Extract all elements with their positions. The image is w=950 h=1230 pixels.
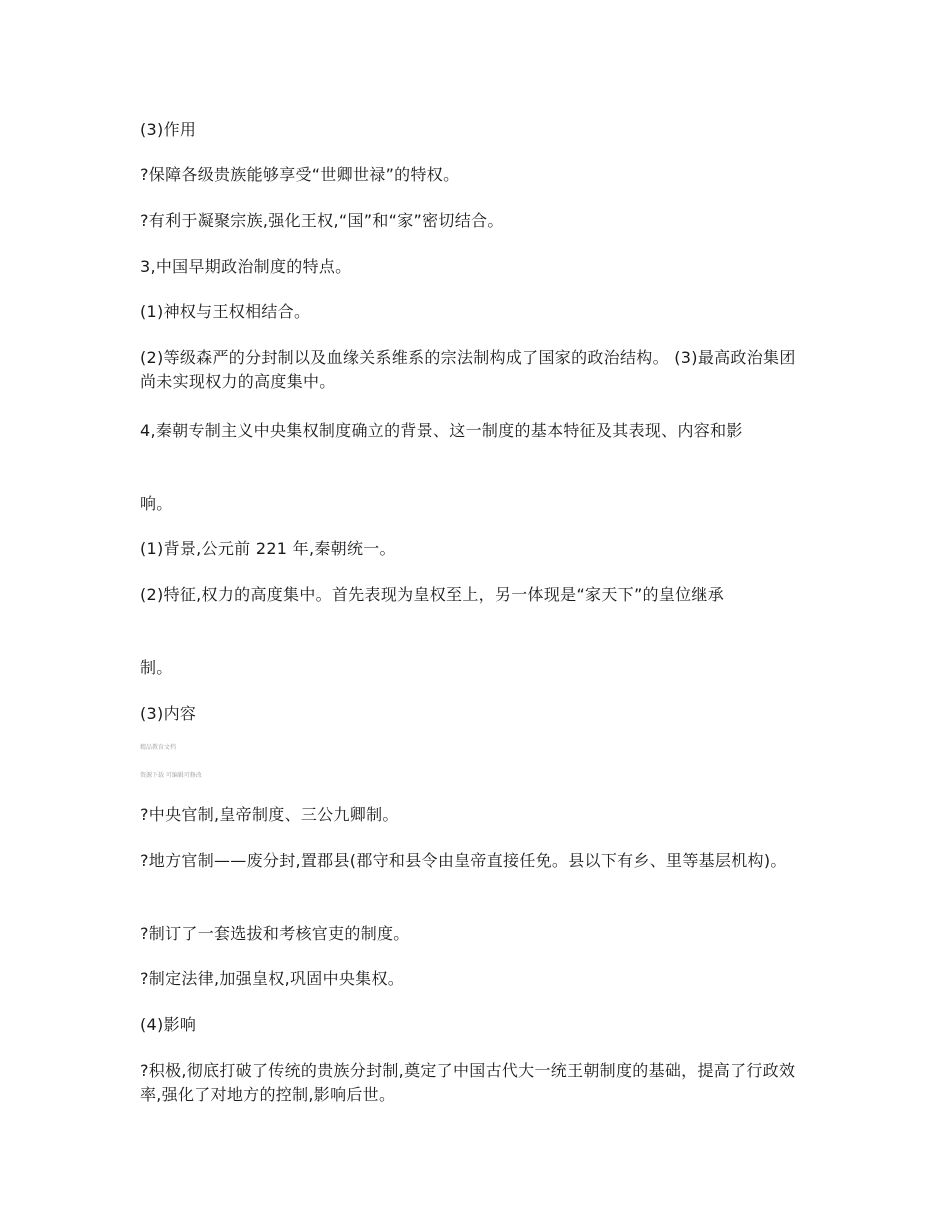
heading-influence: (4)影响: [140, 1015, 197, 1034]
section-3-title: 3,中国早期政治制度的特点。: [140, 257, 352, 276]
heading-content: (3)内容: [140, 704, 197, 723]
section-4-title-cont: 响。: [140, 494, 173, 513]
item-structure: (2)等级森严的分封制以及血缘关系维系的宗法制构成了国家的政治结构。 (3)最高政治集团尚未实现权力的高度集中。: [140, 348, 796, 391]
bullet-local-officials: ?地方官制——废分封,置郡县(郡守和县令由皇帝直接任免。县以下有乡、里等基层机构)。: [140, 851, 787, 870]
bullet-central-officials: ?中央官制,皇帝制度、三公九卿制。: [140, 805, 399, 824]
bullet-clan: ?有利于凝聚宗族,强化王权,“国”和“家”密切结合。: [140, 211, 504, 230]
watermark-line-1: 精品教育文档: [140, 744, 177, 751]
item-theocracy: (1)神权与王权相结合。: [140, 302, 311, 321]
item-feature: (2)特征,权力的高度集中。首先表现为皇权至上，另一体现是“家天下”的皇位继承: [140, 585, 725, 604]
bullet-selection-system: ?制订了一套选拔和考核官吏的制度。: [140, 924, 410, 943]
heading-effect: (3)作用: [140, 120, 197, 139]
bullet-privilege: ?保障各级贵族能够享受“世卿世禄”的特权。: [140, 165, 460, 184]
bullet-laws: ?制定法律,加强皇权,巩固中央集权。: [140, 969, 405, 988]
item-background: (1)背景,公元前 221 年,秦朝统一。: [140, 539, 396, 558]
bullet-positive-influence: ?积极,彻底打破了传统的贵族分封制,奠定了中国古代大一统王朝制度的基础，提高了行政效率,强化了对地方的控制,影响后世。: [140, 1061, 796, 1104]
item-feature-cont: 制。: [140, 658, 173, 677]
section-4-title: 4,秦朝专制主义中央集权制度确立的背景、这一制度的基本特征及其表现、内容和影: [140, 421, 743, 440]
watermark-line-2: 资源下载 可编辑可修改: [140, 772, 202, 779]
